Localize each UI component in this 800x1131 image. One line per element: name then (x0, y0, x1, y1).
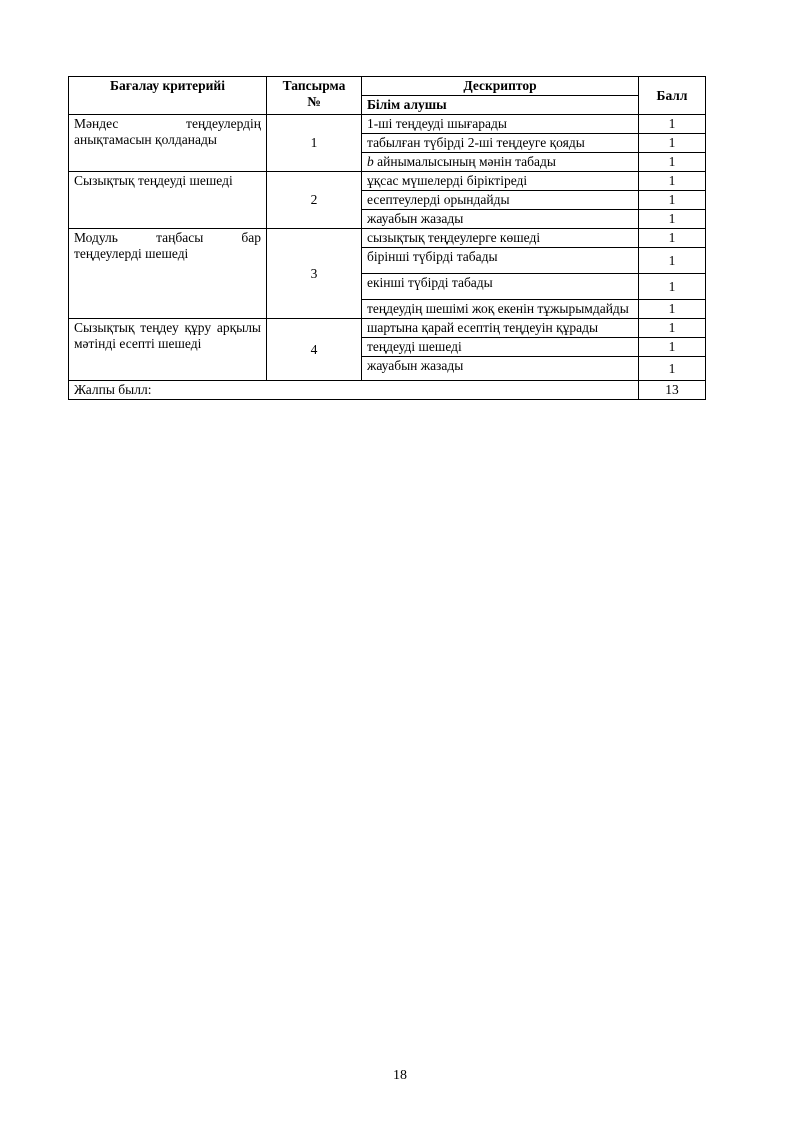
score-cell: 1 (639, 172, 706, 191)
score-cell: 1 (639, 248, 706, 274)
score-cell: 1 (639, 274, 706, 300)
descriptor-cell: жауабын жазады (362, 210, 639, 229)
descriptor-cell: табылған түбірді 2-ші теңдеуге қояды (362, 134, 639, 153)
score-cell: 1 (639, 300, 706, 319)
table-row (69, 319, 706, 338)
descriptor-cell (362, 153, 639, 172)
score-cell: 1 (639, 153, 706, 172)
score-cell: 1 (639, 338, 706, 357)
header-score: Балл (639, 77, 706, 115)
header-task (267, 77, 362, 115)
descriptor-cell: есептеулерді орындайды (362, 191, 639, 210)
descriptor-cell: теңдеудің шешімі жоқ екенін тұжырымдайды (362, 300, 639, 319)
page-number: 18 (393, 1068, 407, 1083)
score-cell: 1 (639, 210, 706, 229)
table-row (69, 115, 706, 134)
assessment-rubric-table (68, 76, 706, 400)
descriptor-cell: сызықтық теңдеулерге көшеді (362, 229, 639, 248)
descriptor-cell: бірінші түбірді табады (362, 248, 639, 274)
task-number-cell: 3 (267, 229, 362, 319)
header-criteria: Бағалау критерийі (69, 77, 267, 115)
header-learner: Білім алушы (362, 96, 639, 115)
task-number-cell: 2 (267, 172, 362, 229)
total-row (69, 381, 706, 400)
criterion-cell: Сызықтық теңдеу құру арқылы мәтінді есепті шешеді (69, 319, 267, 381)
task-number-cell: 4 (267, 319, 362, 381)
criterion-cell: Модуль таңбасы бар теңдеулерді шешеді (69, 229, 267, 319)
header-task-line2: № (307, 94, 321, 109)
score-cell: 1 (639, 115, 706, 134)
header-row (69, 77, 706, 96)
table-row (69, 229, 706, 248)
descriptor-cell: жауабын жазады (362, 357, 639, 381)
score-cell: 1 (639, 191, 706, 210)
total-score: 13 (639, 381, 706, 400)
header-task-line1: Тапсырма (282, 78, 346, 93)
descriptor-cell: шартына қарай есептің теңдеуін құрады (362, 319, 639, 338)
table-row (69, 172, 706, 191)
criterion-cell: Сызықтық теңдеуді шешеді (69, 172, 267, 229)
score-cell: 1 (639, 229, 706, 248)
descriptor-cell: 1-ші теңдеуді шығарады (362, 115, 639, 134)
criterion-cell: Мәндес теңдеулердің анықтамасын қолданады (69, 115, 267, 172)
task-number-cell: 1 (267, 115, 362, 172)
score-cell: 1 (639, 319, 706, 338)
header-descriptor: Дескриптор (362, 77, 639, 96)
total-label: Жалпы былл: (69, 381, 639, 400)
descriptor-cell: теңдеуді шешеді (362, 338, 639, 357)
descriptor-cell: ұқсас мүшелерді біріктіреді (362, 172, 639, 191)
variable-b: b (367, 154, 374, 169)
descriptor-cell: екінші түбірді табады (362, 274, 639, 300)
score-cell: 1 (639, 357, 706, 381)
descriptor-text: айнымалысының мәнін табады (373, 154, 556, 169)
score-cell: 1 (639, 134, 706, 153)
